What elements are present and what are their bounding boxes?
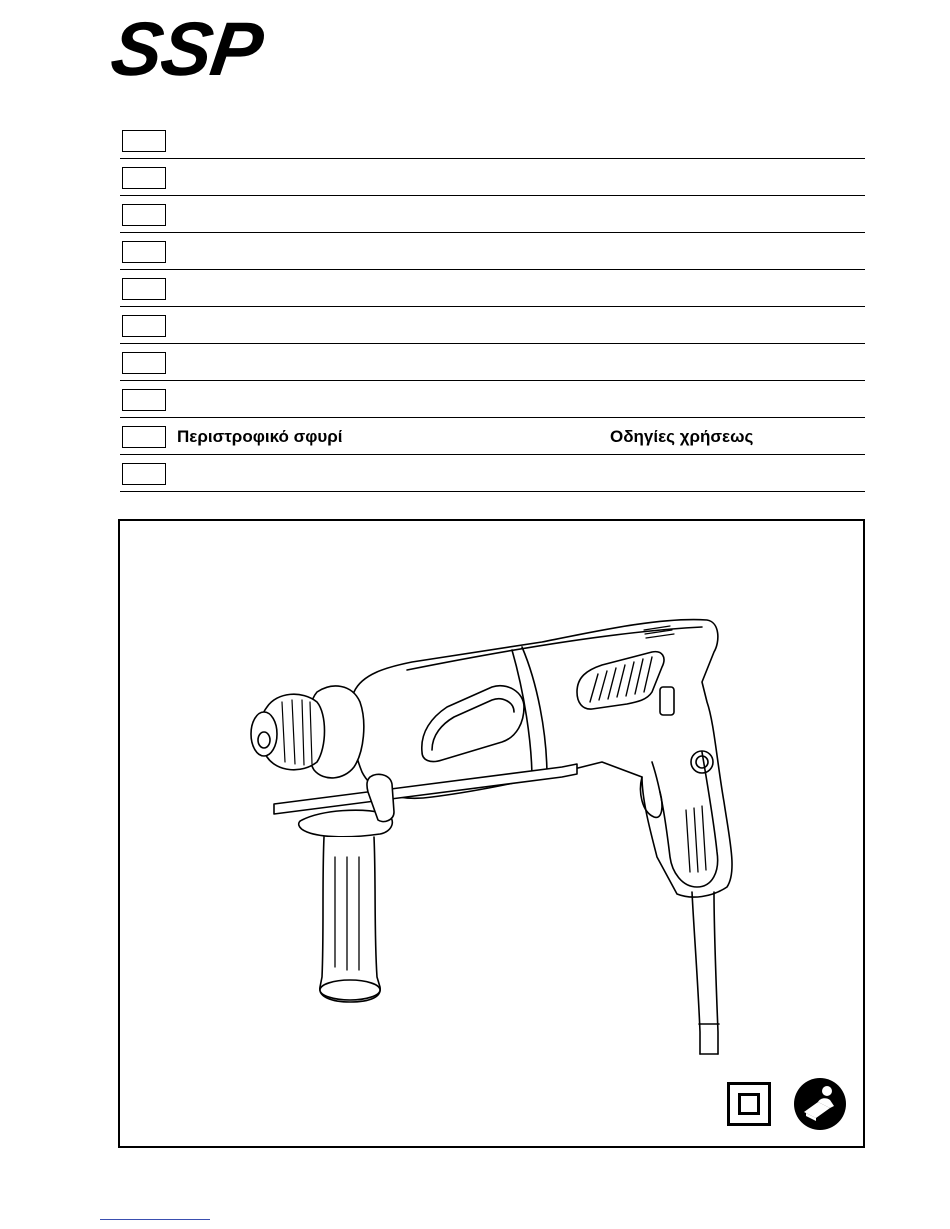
brand-logo: SSP bbox=[106, 7, 268, 92]
language-row bbox=[120, 196, 865, 233]
product-name: Περιστροφικό σφυρί bbox=[177, 427, 343, 446]
language-code-box bbox=[122, 130, 166, 152]
rotary-hammer-drill-illustration bbox=[120, 521, 863, 1146]
language-code-box bbox=[122, 463, 166, 485]
language-row bbox=[120, 381, 865, 418]
document-title: Οδηγίες χρήσεως bbox=[610, 427, 754, 446]
language-code-box bbox=[122, 278, 166, 300]
drill-body bbox=[351, 620, 732, 898]
language-code-box bbox=[122, 241, 166, 263]
language-row bbox=[120, 159, 865, 196]
footer-divider bbox=[100, 1219, 210, 1220]
read-manual-icon bbox=[794, 1078, 846, 1130]
language-row bbox=[120, 307, 865, 344]
language-code-box bbox=[122, 389, 166, 411]
chuck-tip bbox=[251, 712, 277, 756]
product-figure-frame bbox=[118, 519, 865, 1148]
aux-handle bbox=[320, 837, 380, 1002]
language-row bbox=[120, 455, 865, 492]
language-row bbox=[120, 122, 865, 159]
language-table bbox=[120, 122, 865, 492]
language-row-greek bbox=[120, 418, 865, 455]
language-code-box bbox=[122, 426, 166, 448]
language-code-box bbox=[122, 352, 166, 374]
aux-handle-end bbox=[320, 980, 380, 1000]
double-insulation-icon bbox=[727, 1082, 771, 1126]
language-code-box bbox=[122, 204, 166, 226]
double-insulation-inner-square bbox=[738, 1093, 760, 1115]
language-row bbox=[120, 344, 865, 381]
language-row bbox=[120, 270, 865, 307]
language-code-box bbox=[122, 167, 166, 189]
language-row bbox=[120, 233, 865, 270]
power-cord bbox=[692, 892, 718, 1054]
language-code-box bbox=[122, 315, 166, 337]
